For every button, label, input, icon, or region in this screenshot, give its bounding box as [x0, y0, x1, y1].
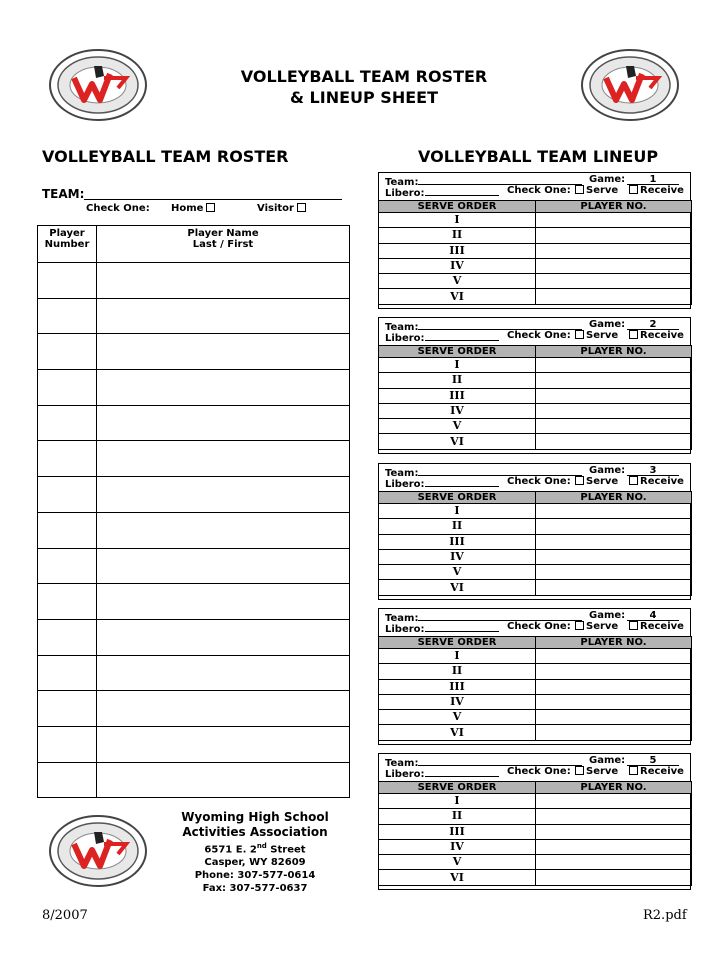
player-no-cell[interactable] [536, 519, 692, 534]
lineup-row [379, 580, 692, 595]
lineup-libero-label: Libero: [385, 769, 425, 780]
serve-order-cell: IV [379, 839, 536, 854]
association-logo-left [48, 48, 148, 122]
player-no-header: PLAYER NO. [536, 346, 692, 358]
receive-option[interactable] [629, 330, 684, 341]
player-no-cell[interactable] [536, 358, 692, 373]
serve-order-cell: IV [379, 403, 536, 418]
serve-order-cell: V [379, 274, 536, 289]
lineup-libero-line[interactable] [425, 185, 499, 196]
lineup-header-row [379, 201, 692, 213]
player-no-cell[interactable] [536, 565, 692, 580]
lineup-team-line[interactable] [418, 610, 582, 621]
receive-option[interactable] [629, 766, 684, 777]
serve-order-cell: II [379, 519, 536, 534]
receive-label: Receive [640, 330, 684, 341]
roster-row [38, 691, 350, 727]
roster-row [38, 512, 350, 548]
serve-order-cell: II [379, 373, 536, 388]
lineup-row [379, 725, 692, 740]
roster-row [38, 263, 350, 299]
lineup-title: VOLLEYBALL TEAM LINEUP [418, 147, 659, 166]
serve-label: Serve [586, 476, 619, 487]
serve-order-cell: III [379, 243, 536, 258]
player-number-cell[interactable] [38, 334, 97, 370]
lineup-row [379, 839, 692, 854]
serve-order-cell: I [379, 794, 536, 809]
serve-order-header: SERVE ORDER [379, 346, 536, 358]
lineup-team-line[interactable] [418, 319, 582, 330]
serve-order-cell: VI [379, 725, 536, 740]
player-no-header: PLAYER NO. [536, 782, 692, 794]
lineup-row [379, 243, 692, 258]
team-label: TEAM: [42, 187, 85, 201]
player-no-cell[interactable] [536, 434, 692, 449]
serve-checkbox[interactable] [575, 185, 584, 194]
lineup-game-label: Game: [589, 319, 626, 330]
serve-order-cell: IV [379, 258, 536, 273]
player-no-cell[interactable] [536, 725, 692, 740]
address-street: Street [266, 844, 306, 856]
lineup-card-game-2 [378, 317, 691, 454]
lineup-card-game-1 [378, 172, 691, 309]
player-number-cell[interactable] [38, 263, 97, 299]
lineup-check-one-label: Check One: [507, 185, 571, 196]
receive-checkbox[interactable] [629, 476, 638, 485]
serve-option[interactable] [575, 621, 618, 632]
player-number-header-line1: Player [49, 228, 85, 239]
lineup-game-number[interactable]: 1 [627, 174, 679, 185]
serve-order-cell: II [379, 809, 536, 824]
player-no-cell[interactable] [536, 213, 692, 228]
lineup-row [379, 403, 692, 418]
serve-option[interactable] [575, 330, 618, 341]
lineup-team-line[interactable] [418, 755, 582, 766]
serve-option[interactable] [575, 476, 618, 487]
lineup-row [379, 274, 692, 289]
player-name-cell[interactable] [97, 548, 350, 584]
lineup-game-label: Game: [589, 174, 626, 185]
serve-label: Serve [586, 766, 619, 777]
player-number-header-line2: Number [44, 239, 90, 250]
roster-row [38, 405, 350, 441]
receive-option[interactable] [629, 621, 684, 632]
player-name-cell[interactable] [97, 477, 350, 513]
lineup-team-line[interactable] [418, 465, 582, 476]
visitor-checkbox[interactable] [297, 203, 306, 212]
serve-order-cell: V [379, 419, 536, 434]
player-number-cell[interactable] [38, 298, 97, 334]
receive-label: Receive [640, 766, 684, 777]
player-number-cell[interactable] [38, 441, 97, 477]
serve-checkbox[interactable] [575, 330, 584, 339]
roster-check-one-label: Check One: [86, 203, 150, 214]
lineup-header-row [379, 782, 692, 794]
lineup-game-number[interactable]: 4 [627, 610, 679, 621]
lineup-libero-row [385, 185, 684, 199]
home-label: Home [171, 203, 204, 214]
lineup-row [379, 504, 692, 519]
player-number-cell[interactable] [38, 548, 97, 584]
association-logo-right [580, 48, 680, 122]
player-no-cell[interactable] [536, 373, 692, 388]
roster-row [38, 726, 350, 762]
footer-filename: R2.pdf [643, 908, 687, 923]
lineup-row [379, 824, 692, 839]
serve-order-cell: V [379, 565, 536, 580]
player-no-cell[interactable] [536, 274, 692, 289]
lineup-game-number[interactable]: 3 [627, 465, 679, 476]
player-number-cell[interactable] [38, 477, 97, 513]
lineup-team-label: Team: [385, 613, 419, 624]
serve-order-cell: I [379, 504, 536, 519]
player-number-cell[interactable] [38, 691, 97, 727]
receive-label: Receive [640, 476, 684, 487]
contact-block [180, 810, 330, 895]
lineup-libero-label: Libero: [385, 188, 425, 199]
player-name-cell[interactable] [97, 691, 350, 727]
lineup-libero-line[interactable] [425, 766, 499, 777]
home-checkbox[interactable] [206, 203, 215, 212]
footer-date: 8/2007 [42, 908, 88, 923]
serve-order-cell: V [379, 710, 536, 725]
lineup-row [379, 809, 692, 824]
player-no-cell[interactable] [536, 839, 692, 854]
player-name-cell[interactable] [97, 584, 350, 620]
lineup-table [378, 636, 692, 741]
lineup-game-label: Game: [589, 610, 626, 621]
team-name-line[interactable] [84, 199, 342, 200]
serve-checkbox[interactable] [575, 476, 584, 485]
lineup-libero-line[interactable] [425, 476, 499, 487]
player-name-cell[interactable] [97, 762, 350, 798]
player-no-cell[interactable] [536, 855, 692, 870]
lineup-game-label: Game: [589, 755, 626, 766]
roster-row [38, 370, 350, 406]
roster-row [38, 762, 350, 798]
player-no-cell[interactable] [536, 258, 692, 273]
receive-checkbox[interactable] [629, 185, 638, 194]
lineup-libero-line[interactable] [425, 621, 499, 632]
lineup-libero-row [385, 330, 684, 344]
lineup-row [379, 710, 692, 725]
lineup-header-row [379, 492, 692, 504]
lineup-check-one-label: Check One: [507, 330, 571, 341]
lineup-libero-line[interactable] [425, 330, 499, 341]
player-no-cell[interactable] [536, 809, 692, 824]
lineup-libero-label: Libero: [385, 624, 425, 635]
lineup-row [379, 649, 692, 664]
serve-order-cell: I [379, 358, 536, 373]
lineup-game-number[interactable]: 5 [627, 755, 679, 766]
lineup-row [379, 289, 692, 304]
player-name-cell[interactable] [97, 619, 350, 655]
player-no-cell[interactable] [536, 243, 692, 258]
player-number-cell[interactable] [38, 370, 97, 406]
lineup-team-label: Team: [385, 758, 419, 769]
serve-order-cell: I [379, 213, 536, 228]
lineup-game-label: Game: [589, 465, 626, 476]
lineup-row [379, 534, 692, 549]
lineup-row [379, 794, 692, 809]
roster-row [38, 334, 350, 370]
player-no-cell[interactable] [536, 289, 692, 304]
roster-row [38, 441, 350, 477]
lineup-header-row [379, 637, 692, 649]
lineup-card-game-5 [378, 753, 691, 890]
player-no-cell[interactable] [536, 549, 692, 564]
lineup-libero-label: Libero: [385, 333, 425, 344]
serve-order-cell: V [379, 855, 536, 870]
visitor-label: Visitor [257, 203, 294, 214]
player-name-cell[interactable] [97, 405, 350, 441]
lineup-row [379, 388, 692, 403]
player-no-cell[interactable] [536, 228, 692, 243]
serve-order-cell: IV [379, 549, 536, 564]
address-number: 6571 E. 2 [204, 844, 257, 856]
lineup-libero-row [385, 476, 684, 490]
roster-title: VOLLEYBALL TEAM ROSTER [42, 147, 289, 166]
lineup-card-game-4 [378, 608, 691, 745]
receive-option[interactable] [629, 185, 684, 196]
serve-order-cell: VI [379, 289, 536, 304]
lineup-table [378, 781, 692, 886]
lineup-libero-row [385, 766, 684, 780]
player-number-cell[interactable] [38, 405, 97, 441]
receive-checkbox[interactable] [629, 621, 638, 630]
serve-checkbox[interactable] [575, 621, 584, 630]
serve-order-cell: I [379, 649, 536, 664]
org-name-line2: Activities Association [182, 825, 328, 839]
page-title-line1: VOLLEYBALL TEAM ROSTER [240, 67, 488, 86]
lineup-check-one-label: Check One: [507, 621, 571, 632]
player-name-cell[interactable] [97, 298, 350, 334]
lineup-row [379, 679, 692, 694]
serve-order-cell: IV [379, 694, 536, 709]
player-name-cell[interactable] [97, 726, 350, 762]
lineup-game-number[interactable]: 2 [627, 319, 679, 330]
player-no-header: PLAYER NO. [536, 201, 692, 213]
lineup-table [378, 491, 692, 596]
lineup-team-label: Team: [385, 322, 419, 333]
lineup-check-one-label: Check One: [507, 766, 571, 777]
player-no-header: PLAYER NO. [536, 492, 692, 504]
player-number-cell[interactable] [38, 726, 97, 762]
page-title-line2: & LINEUP SHEET [290, 88, 438, 107]
roster-row [38, 548, 350, 584]
receive-checkbox[interactable] [629, 330, 638, 339]
player-no-cell[interactable] [536, 664, 692, 679]
player-no-cell[interactable] [536, 649, 692, 664]
receive-checkbox[interactable] [629, 766, 638, 775]
address-sup: nd [256, 842, 267, 850]
lineup-row [379, 258, 692, 273]
player-no-cell[interactable] [536, 504, 692, 519]
lineup-row [379, 228, 692, 243]
serve-option[interactable] [575, 766, 618, 777]
receive-option[interactable] [629, 476, 684, 487]
lineup-row [379, 519, 692, 534]
player-no-cell[interactable] [536, 534, 692, 549]
player-no-cell[interactable] [536, 580, 692, 595]
roster-table [37, 225, 350, 798]
roster-row [38, 584, 350, 620]
lineup-row [379, 373, 692, 388]
association-logo-footer [48, 814, 148, 888]
player-no-cell[interactable] [536, 694, 692, 709]
page-title [200, 66, 528, 108]
serve-order-cell: III [379, 824, 536, 839]
serve-order-cell: II [379, 664, 536, 679]
org-name-line1: Wyoming High School [181, 810, 329, 824]
lineup-row [379, 419, 692, 434]
lineup-header-row [379, 346, 692, 358]
lineup-libero-row [385, 621, 684, 635]
lineup-row [379, 549, 692, 564]
player-no-cell[interactable] [536, 794, 692, 809]
player-no-cell[interactable] [536, 388, 692, 403]
serve-order-header: SERVE ORDER [379, 637, 536, 649]
player-name-header [97, 226, 350, 263]
serve-order-cell: III [379, 534, 536, 549]
serve-order-cell: VI [379, 580, 536, 595]
lineup-row [379, 664, 692, 679]
serve-order-header: SERVE ORDER [379, 782, 536, 794]
player-name-cell[interactable] [97, 334, 350, 370]
serve-checkbox[interactable] [575, 766, 584, 775]
player-number-cell[interactable] [38, 584, 97, 620]
player-name-cell[interactable] [97, 655, 350, 691]
org-phone: Phone: 307-577-0614 [194, 870, 316, 882]
serve-order-header: SERVE ORDER [379, 492, 536, 504]
serve-option[interactable] [575, 185, 618, 196]
player-name-cell[interactable] [97, 512, 350, 548]
roster-row [38, 619, 350, 655]
lineup-row [379, 358, 692, 373]
serve-order-cell: VI [379, 870, 536, 885]
roster-header-row [38, 226, 350, 263]
player-no-cell[interactable] [536, 710, 692, 725]
roster-row [38, 477, 350, 513]
player-no-cell[interactable] [536, 824, 692, 839]
lineup-team-line[interactable] [418, 174, 582, 185]
serve-label: Serve [586, 330, 619, 341]
lineup-team-label: Team: [385, 468, 419, 479]
serve-label: Serve [586, 621, 619, 632]
player-no-cell[interactable] [536, 419, 692, 434]
player-number-cell[interactable] [38, 619, 97, 655]
player-number-cell[interactable] [38, 655, 97, 691]
org-fax: Fax: 307-577-0637 [202, 883, 308, 895]
player-number-cell[interactable] [38, 762, 97, 798]
lineup-libero-label: Libero: [385, 479, 425, 490]
player-name-header-line1: Player Name [187, 228, 259, 239]
serve-label: Serve [586, 185, 619, 196]
player-no-cell[interactable] [536, 870, 692, 885]
serve-order-header: SERVE ORDER [379, 201, 536, 213]
lineup-card-game-3 [378, 463, 691, 600]
lineup-team-label: Team: [385, 177, 419, 188]
roster-row [38, 298, 350, 334]
serve-order-cell: III [379, 679, 536, 694]
receive-label: Receive [640, 621, 684, 632]
serve-order-cell: III [379, 388, 536, 403]
player-name-header-line2: Last / First [192, 239, 254, 250]
lineup-row [379, 694, 692, 709]
player-number-header [38, 226, 97, 263]
lineup-check-one-label: Check One: [507, 476, 571, 487]
player-no-header: PLAYER NO. [536, 637, 692, 649]
roster-row [38, 655, 350, 691]
lineup-row [379, 855, 692, 870]
player-no-cell[interactable] [536, 679, 692, 694]
player-name-cell[interactable] [97, 370, 350, 406]
lineup-table [378, 200, 692, 305]
org-city: Casper, WY 82609 [204, 857, 306, 869]
lineup-row [379, 565, 692, 580]
player-name-cell[interactable] [97, 441, 350, 477]
lineup-row [379, 870, 692, 885]
serve-order-cell: II [379, 228, 536, 243]
lineup-table [378, 345, 692, 450]
lineup-row [379, 213, 692, 228]
receive-label: Receive [640, 185, 684, 196]
serve-order-cell: VI [379, 434, 536, 449]
lineup-row [379, 434, 692, 449]
player-number-cell[interactable] [38, 512, 97, 548]
visitor-option[interactable] [257, 203, 306, 214]
org-address [180, 840, 330, 856]
home-option[interactable] [171, 203, 215, 214]
player-name-cell[interactable] [97, 263, 350, 299]
player-no-cell[interactable] [536, 403, 692, 418]
